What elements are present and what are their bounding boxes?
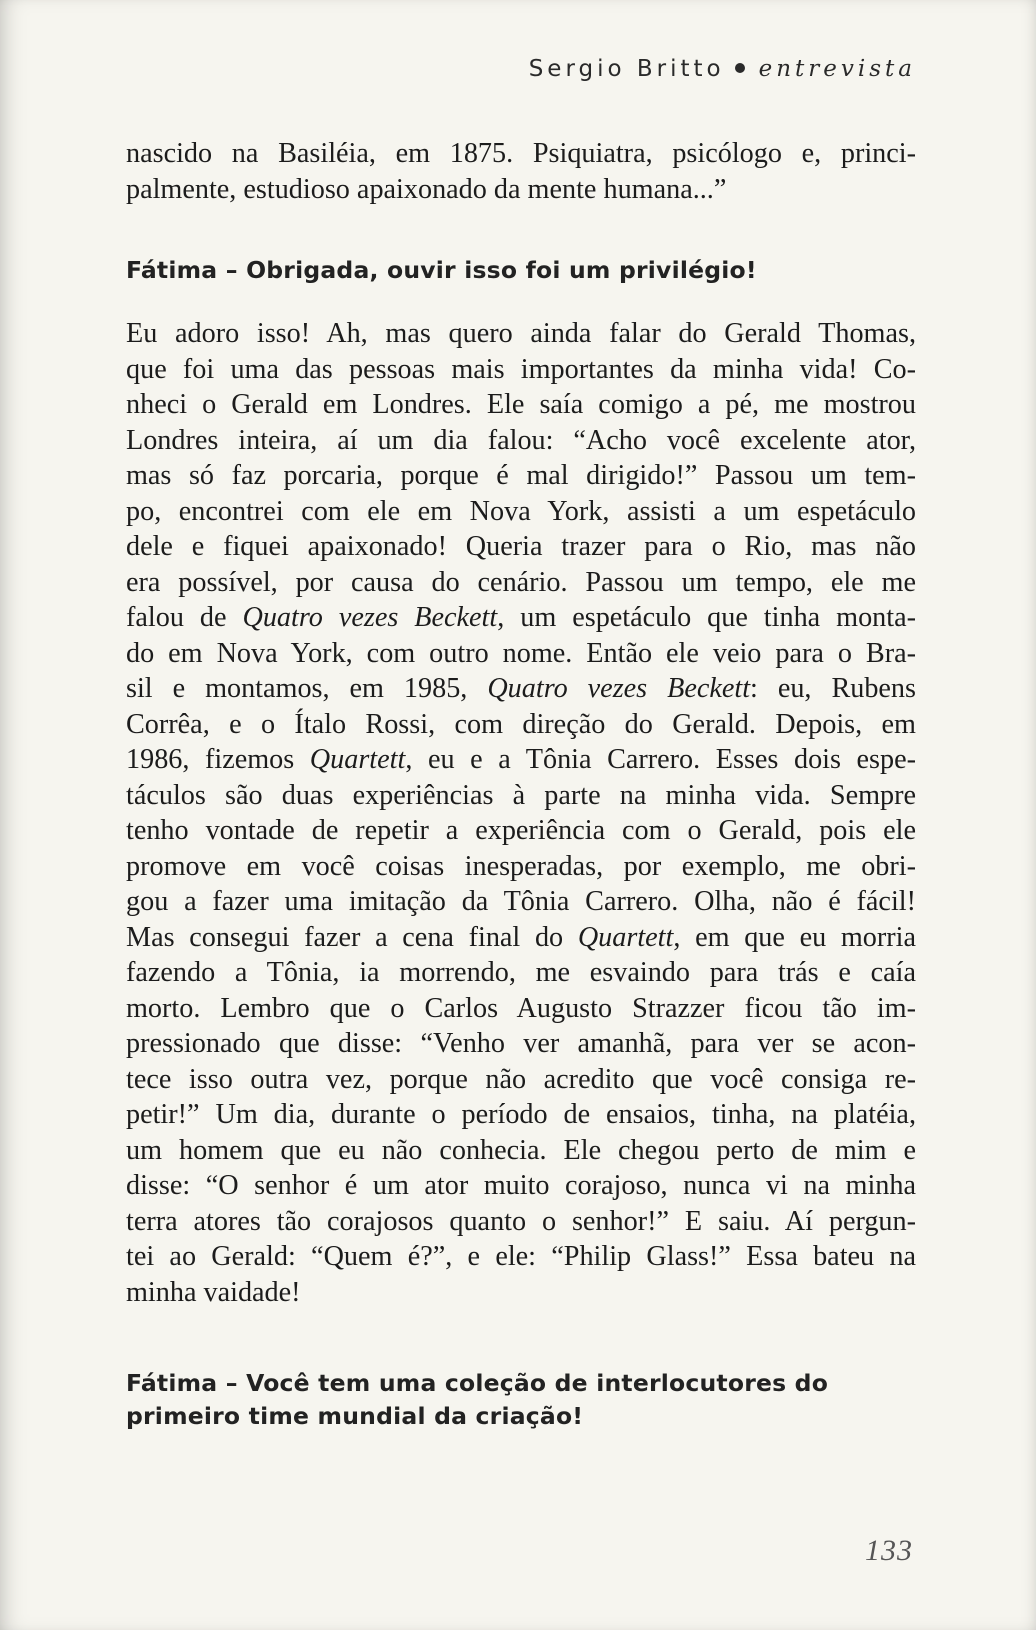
text-segment: petir!” Um dia, durante o período de ensaios, tinha, na platéia, (126, 1099, 916, 1130)
text-segment: terra atores tão corajosos quanto o senhor!” E saiu. Aí pergun- (126, 1205, 916, 1237)
work-title: Quatro vezes Beckett (242, 602, 498, 633)
text-segment: que foi uma das pessoas mais importantes da minha vida! Co- (126, 353, 916, 385)
text-line (126, 778, 916, 814)
text-segment: disse: “O senhor é um ator muito corajoso, nunca vi na minha (126, 1170, 916, 1201)
text-segment: Mas consegui fazer a cena final do (126, 921, 578, 953)
text-segment: : eu, Rubens (750, 673, 917, 704)
text-segment: do em Nova York, com outro nome. Então ele veio para o Bra- (126, 637, 916, 669)
text-segment: tenho vontade de repetir a experiência com o Gerald, pois ele (126, 815, 916, 846)
question-text: – Você tem uma coleção de interlocutores do (217, 1369, 829, 1397)
text-line (126, 600, 916, 636)
text-segment: fazendo a Tônia, ia morrendo, me esvaindo para trás e caía (126, 957, 916, 988)
speaker-name: Fátima (126, 256, 218, 284)
text-segment: , em que eu morria (673, 921, 916, 953)
text-segment: Corrêa, e o Ítalo Rossi, com direção do Gerald. Depois, em (126, 708, 916, 740)
work-title: Quartett (309, 744, 406, 775)
text-segment: minha vaidade! (126, 1276, 301, 1308)
text-line (126, 565, 916, 601)
text-segment: mas só faz porcaria, porque é mal dirigido!” Passou um tem- (126, 460, 916, 491)
text-line (126, 636, 916, 672)
text-segment: tece isso outra vez, porque não acredito que você consiga re- (126, 1063, 916, 1095)
text-line (126, 1062, 916, 1098)
text-segment: 1986, fizemos (126, 744, 310, 775)
text-segment: falou de (126, 602, 243, 633)
text-line (126, 458, 916, 494)
running-head-author: Sergio Britto (528, 56, 725, 82)
text-segment: nheci o Gerald em Londres. Ele saía comigo a pé, me mostrou (126, 389, 916, 420)
text-line (126, 423, 916, 459)
answer-paragraph (126, 316, 916, 1310)
speaker-name: Fátima (126, 1369, 218, 1397)
text-line: palmente, estudioso apaixonado da mente humana...” (126, 173, 727, 205)
text-segment: po, encontrei com ele em Nova York, assisti a um espetáculo (126, 495, 916, 527)
page-number: 133 (865, 1534, 913, 1567)
text-line (126, 494, 916, 530)
text-line (126, 352, 916, 388)
text-line (126, 920, 916, 956)
text-line (126, 813, 916, 849)
text-line (126, 707, 916, 743)
running-head-section: entrevista (758, 56, 916, 82)
text-line (126, 884, 916, 920)
text-line (126, 1168, 916, 1204)
text-line: nascido na Basiléia, em 1875. Psiquiatra, psicólogo e, princi- (126, 138, 916, 169)
paragraph-continuation (126, 136, 916, 207)
text-segment: um homem que eu não conhecia. Ele chegou perto de mim e (126, 1134, 916, 1166)
text-segment: sil e montamos, em 1985, (126, 673, 488, 704)
text-line (126, 671, 916, 707)
text-segment: , eu e a Tônia Carrero. Esses dois espe- (405, 744, 916, 775)
text-line (126, 1204, 916, 1240)
text-segment: dele e fiquei apaixonado! Queria trazer para o Rio, mas não (126, 531, 916, 562)
text-line (126, 1133, 916, 1169)
running-head (529, 56, 916, 82)
text-line (126, 1026, 916, 1062)
text-line (126, 1097, 916, 1133)
text-line (126, 316, 916, 352)
text-segment: , um espetáculo que tinha monta- (497, 602, 916, 633)
interviewer-question (126, 254, 916, 287)
text-line (126, 1275, 916, 1311)
text-line (126, 955, 916, 991)
text-segment: era possível, por causa do cenário. Passou um tempo, ele me (126, 566, 916, 598)
text-segment: morto. Lembro que o Carlos Augusto Strazzer ficou tão im- (126, 992, 916, 1024)
work-title: Quatro vezes Beckett (487, 673, 751, 704)
work-title: Quartett (577, 921, 674, 953)
text-line (126, 849, 916, 885)
bullet-separator (735, 63, 745, 73)
text-segment: pressionado que disse: “Venho ver amanhã, para ver se acon- (126, 1028, 916, 1059)
question-text: primeiro time mundial da criação! (126, 1402, 584, 1430)
interviewer-question (126, 1367, 916, 1433)
text-segment: gou a fazer uma imitação da Tônia Carrero. Olha, não é fácil! (126, 886, 916, 917)
text-line (126, 991, 916, 1027)
text-line (126, 529, 916, 565)
text-segment: Eu adoro isso! Ah, mas quero ainda falar do Gerald Thomas, (126, 318, 916, 349)
text-segment: Londres inteira, aí um dia falou: “Acho você excelente ator, (126, 424, 916, 456)
question-text: – Obrigada, ouvir isso foi um privilégio! (225, 256, 757, 284)
text-segment: promove em você coisas inesperadas, por exemplo, me obri- (126, 850, 916, 882)
text-segment: táculos são duas experiências à parte na minha vida. Sempre (126, 779, 916, 811)
text-line (126, 742, 916, 778)
text-line (126, 1239, 916, 1275)
text-line (126, 387, 916, 423)
text-segment: tei ao Gerald: “Quem é?”, e ele: “Philip Glass!” Essa bateu na (126, 1241, 916, 1272)
